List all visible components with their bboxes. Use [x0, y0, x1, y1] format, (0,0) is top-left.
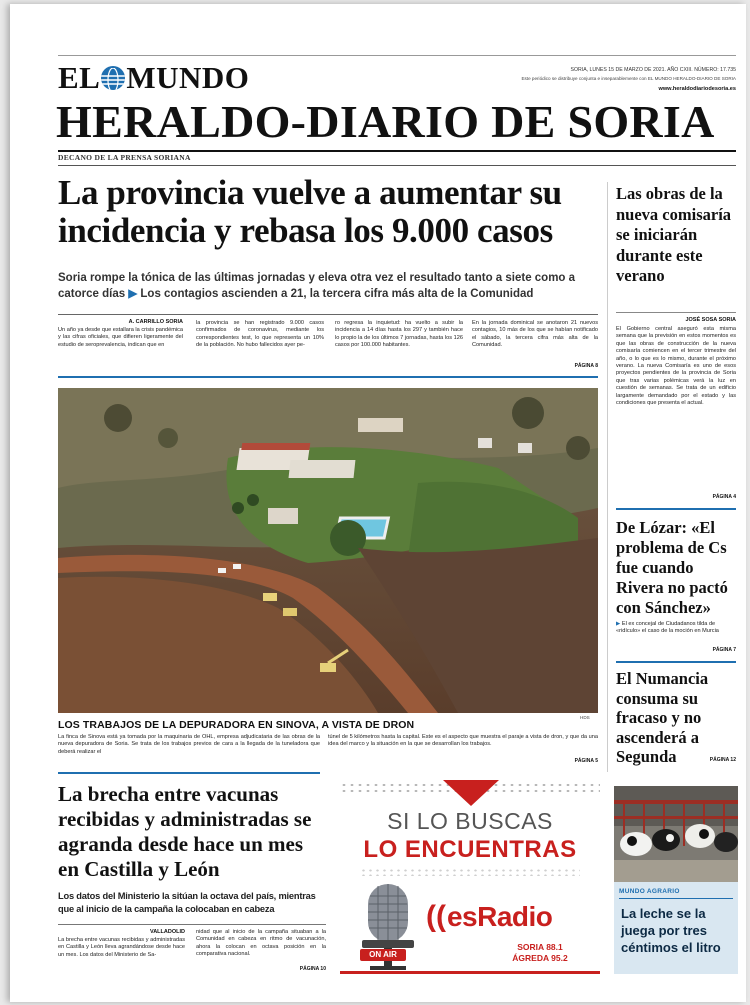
lead-headline: La provincia vuelve a aumentar su incidencia y rebasa los 9.000 casos — [58, 173, 562, 250]
agro-headline: La leche se la juega por tres céntimos el litro — [621, 906, 721, 955]
ad-dot-pattern-2 — [360, 868, 580, 876]
side1-body-text: El Gobierno central aseguró esta misma semana que la previsión en estos momentos es que las obras de construcción de la nueva comisaría comiencen en el tercer trimestre del año, o lo que es lo mismo, durante el próximo verano. La nueva Comisaría es uno de esos proyectos pendientes de la provincia de Soria que tras varias polémicas verá la luz en cuestión de semanas. Se trata de un edificio largamente demandado por el estado y las condiciones que presenta el actual. — [616, 326, 736, 407]
lead-col-4 — [472, 320, 598, 350]
distribution-note: Este periódico se distribuye conjunta e inseparablemente con EL MUNDO HERALDO-DIARIO DE SORIA — [521, 76, 736, 81]
photo-caption-title: LOS TRABAJOS DE LA DEPURADORA EN SINOVA, A VISTA DE DRON — [58, 719, 415, 731]
side2-body-text: El ex concejal de Ciudadanos tilda de «ridículo» el caso de la moción en Murcia — [616, 621, 719, 635]
triangle-bullet-icon: ▶ — [616, 621, 621, 627]
esradio-logo — [426, 902, 598, 932]
side3-page-ref: PÁGINA 12 — [709, 757, 736, 763]
lead-byline: A. CARRILLO SORIA — [128, 319, 183, 325]
lead-subhead-1: Soria rompe la tónica de las últimas jornadas y eleva otra vez el resultado tanto a siete como a catorce días — [58, 272, 576, 300]
front-page — [10, 4, 746, 1002]
ad-line2: LO ENCUENTRAS — [363, 836, 577, 863]
tagline: DECANO DE LA PRENSA SORIANA — [58, 153, 191, 162]
bottom-col-2 — [196, 929, 326, 959]
photo-caption-col-2-text: túnel de 5 kilómetros hasta la capital. Este es el aspecto que muestra el paraje a vista de dron, y que da una idea del marco y la situación en la que se desarrollan los trabajos. — [328, 734, 598, 748]
radio-waves-icon: (( — [426, 900, 446, 933]
lead-col-2-text: la provincia se han registrado 9.000 casos confirmados de coronavirus, mediante los correspondientes test, lo que representa un 10% de la población. No hubo fallecidos ayer pe- — [196, 320, 324, 349]
lead-subhead — [58, 270, 598, 302]
drone-photo — [58, 388, 598, 713]
lead-subhead-2: Los contagios ascienden a 21, la tercera cifra más alta de la Comunidad — [140, 288, 534, 300]
photo-page-ref: PÁGINA 5 — [574, 758, 598, 764]
bottom-col-1-text: La brecha entre vacunas recibidas y administradas en Castilla y León lleva agrandándose desde hace un mes. Los datos del Ministerio de Sa- — [58, 937, 185, 958]
lead-col-1-text: Un año ya desde que estallara la crisis pandémica y las cifras oficiales, que difieren ligeramente del estudio de seroprevalencia, indican que en — [58, 327, 183, 348]
on-air-badge: ON AIR — [360, 949, 406, 961]
el-mundo-logo-text-right: MUNDO — [126, 60, 250, 95]
bottom-page-ref: PÁGINA 10 — [299, 966, 326, 972]
ad-line1: SI LO BUSCAS — [387, 808, 553, 834]
agro-photo — [614, 786, 738, 882]
bottom-byline: VALLADOLID — [149, 929, 185, 935]
photo-caption-col-1-text: La finca de Sinova está ya tomada por la maquinaria de OHL, empresa adjudicataria de las obras de la nueva depuradora de Soria. Se trata de los trabajos previos de cara a la llegada de la tuneladora que deberá realizar el — [58, 734, 320, 755]
bottom-col-2-text: nidad que al inicio de la campaña situaban a la Comunidad en cabeza en ritmo de vacunación, ahora la colocan en octava posición en la comparativa nacional. — [196, 929, 326, 958]
photo-credit: HDS — [580, 715, 590, 720]
lead-col-4-text: En la jornada dominical se anotaron 21 nuevos contagios, 10 más de los que se habían notificado el sábado, la tercera cifra más alta de la Comunidad. — [472, 320, 598, 349]
side2-body — [616, 621, 736, 636]
side1-headline: Las obras de la nueva comisaría se iniciarán durante este verano — [616, 184, 732, 285]
ad-freq2: ÁGREDA 95.2 — [512, 953, 568, 963]
triangle-bullet-icon: ▶ — [128, 288, 138, 300]
side1-body — [616, 326, 736, 407]
photo-caption-col-1 — [58, 734, 320, 756]
website: www.heraldodiariodesoria.es — [658, 86, 736, 92]
agro-section: MUNDO AGRARIO — [619, 888, 680, 895]
side1-byline: JOSÉ SOSA SORIA — [685, 317, 736, 323]
lead-col-3 — [335, 320, 463, 350]
drone-photo-illustration — [58, 388, 598, 713]
lead-col-3-text: ro regresa la inquietud: ha vuelto a subir la incidencia a 14 días hasta los 297 y también hace lo propio la de los últimos 7 jornadas, hasta los 126 casos por 100.000 habitantes. — [335, 320, 463, 349]
lead-page-ref: PÁGINA 8 — [574, 363, 598, 369]
bottom-col-1 — [58, 937, 185, 959]
lead-col-2 — [196, 320, 324, 350]
side2-headline: De Lózar: «El problema de Cs fue cuando Rivera no pactó con Sánchez» — [616, 518, 728, 617]
ad-down-arrow-icon — [443, 780, 499, 806]
side1-page-ref: PÁGINA 4 — [712, 494, 736, 500]
lead-col-1 — [58, 327, 183, 349]
radio-ad — [340, 778, 600, 974]
el-mundo-logo-text-left: EL — [58, 60, 101, 95]
ad-freq1: SORIA 88.1 — [517, 942, 563, 952]
esradio-brand: esRadio — [446, 901, 553, 932]
bottom-headline: La brecha entre vacunas recibidas y administradas se agranda desde hace un mes en Castilla y León — [58, 782, 312, 881]
cows-illustration — [614, 786, 738, 882]
photo-caption-col-2 — [328, 734, 598, 749]
globe-icon — [101, 66, 125, 90]
bottom-subhead: Los datos del Ministerio la sitúan la octava del país, mientras que al inicio de la campaña la colocaban en cabeza — [58, 891, 316, 914]
masthead-title: HERALDO-DIARIO DE SORIA — [56, 96, 715, 147]
side3-headline: El Numancia consuma su fracaso y no ascenderá a Segunda — [616, 669, 709, 766]
dateline: SORIA, LUNES 15 DE MARZO DE 2021. AÑO CXIII. NÚMERO: 17.735 — [570, 67, 736, 73]
side2-page-ref: PÁGINA 7 — [712, 647, 736, 653]
el-mundo-logo — [58, 62, 249, 94]
